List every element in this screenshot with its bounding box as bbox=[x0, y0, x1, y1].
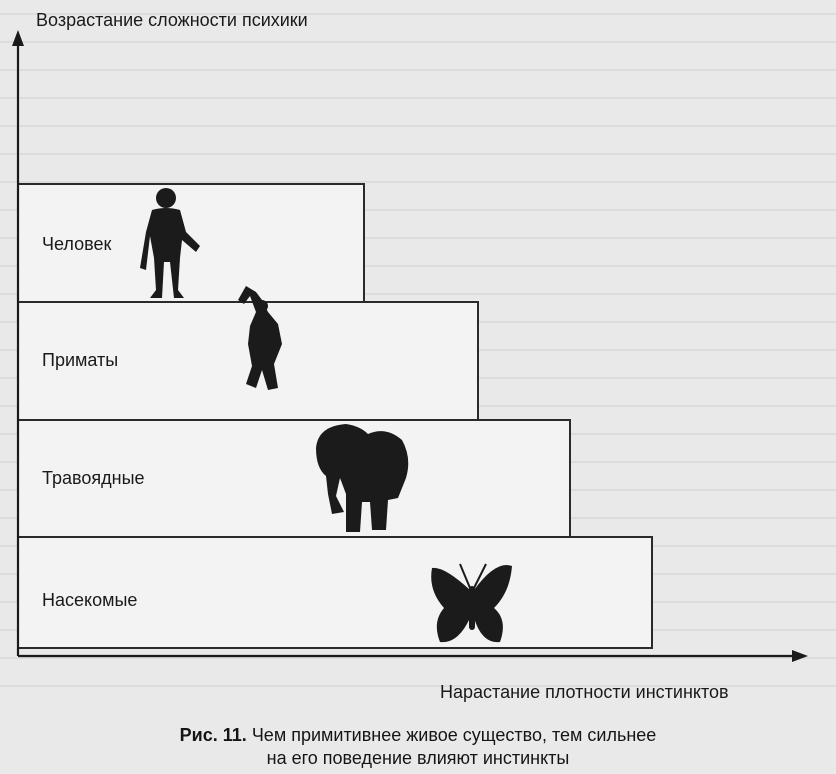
step-label-human: Человек bbox=[42, 234, 112, 254]
x-axis-label: Нарастание плотности инстинктов bbox=[440, 682, 729, 702]
step-label-primates: Приматы bbox=[42, 350, 119, 370]
figure-number: Рис. 11. bbox=[179, 725, 247, 745]
caption-line-1: Чем примитивнее живое существо, тем сильнее bbox=[251, 725, 657, 745]
y-axis-label: Возрастание сложности психики bbox=[36, 10, 308, 30]
figure-caption bbox=[0, 724, 836, 770]
step-label-insects: Насекомые bbox=[42, 590, 138, 610]
caption-line-2: на его поведение влияют инстинкты bbox=[266, 748, 570, 768]
step-label-herbivores: Травоядные bbox=[42, 468, 145, 488]
